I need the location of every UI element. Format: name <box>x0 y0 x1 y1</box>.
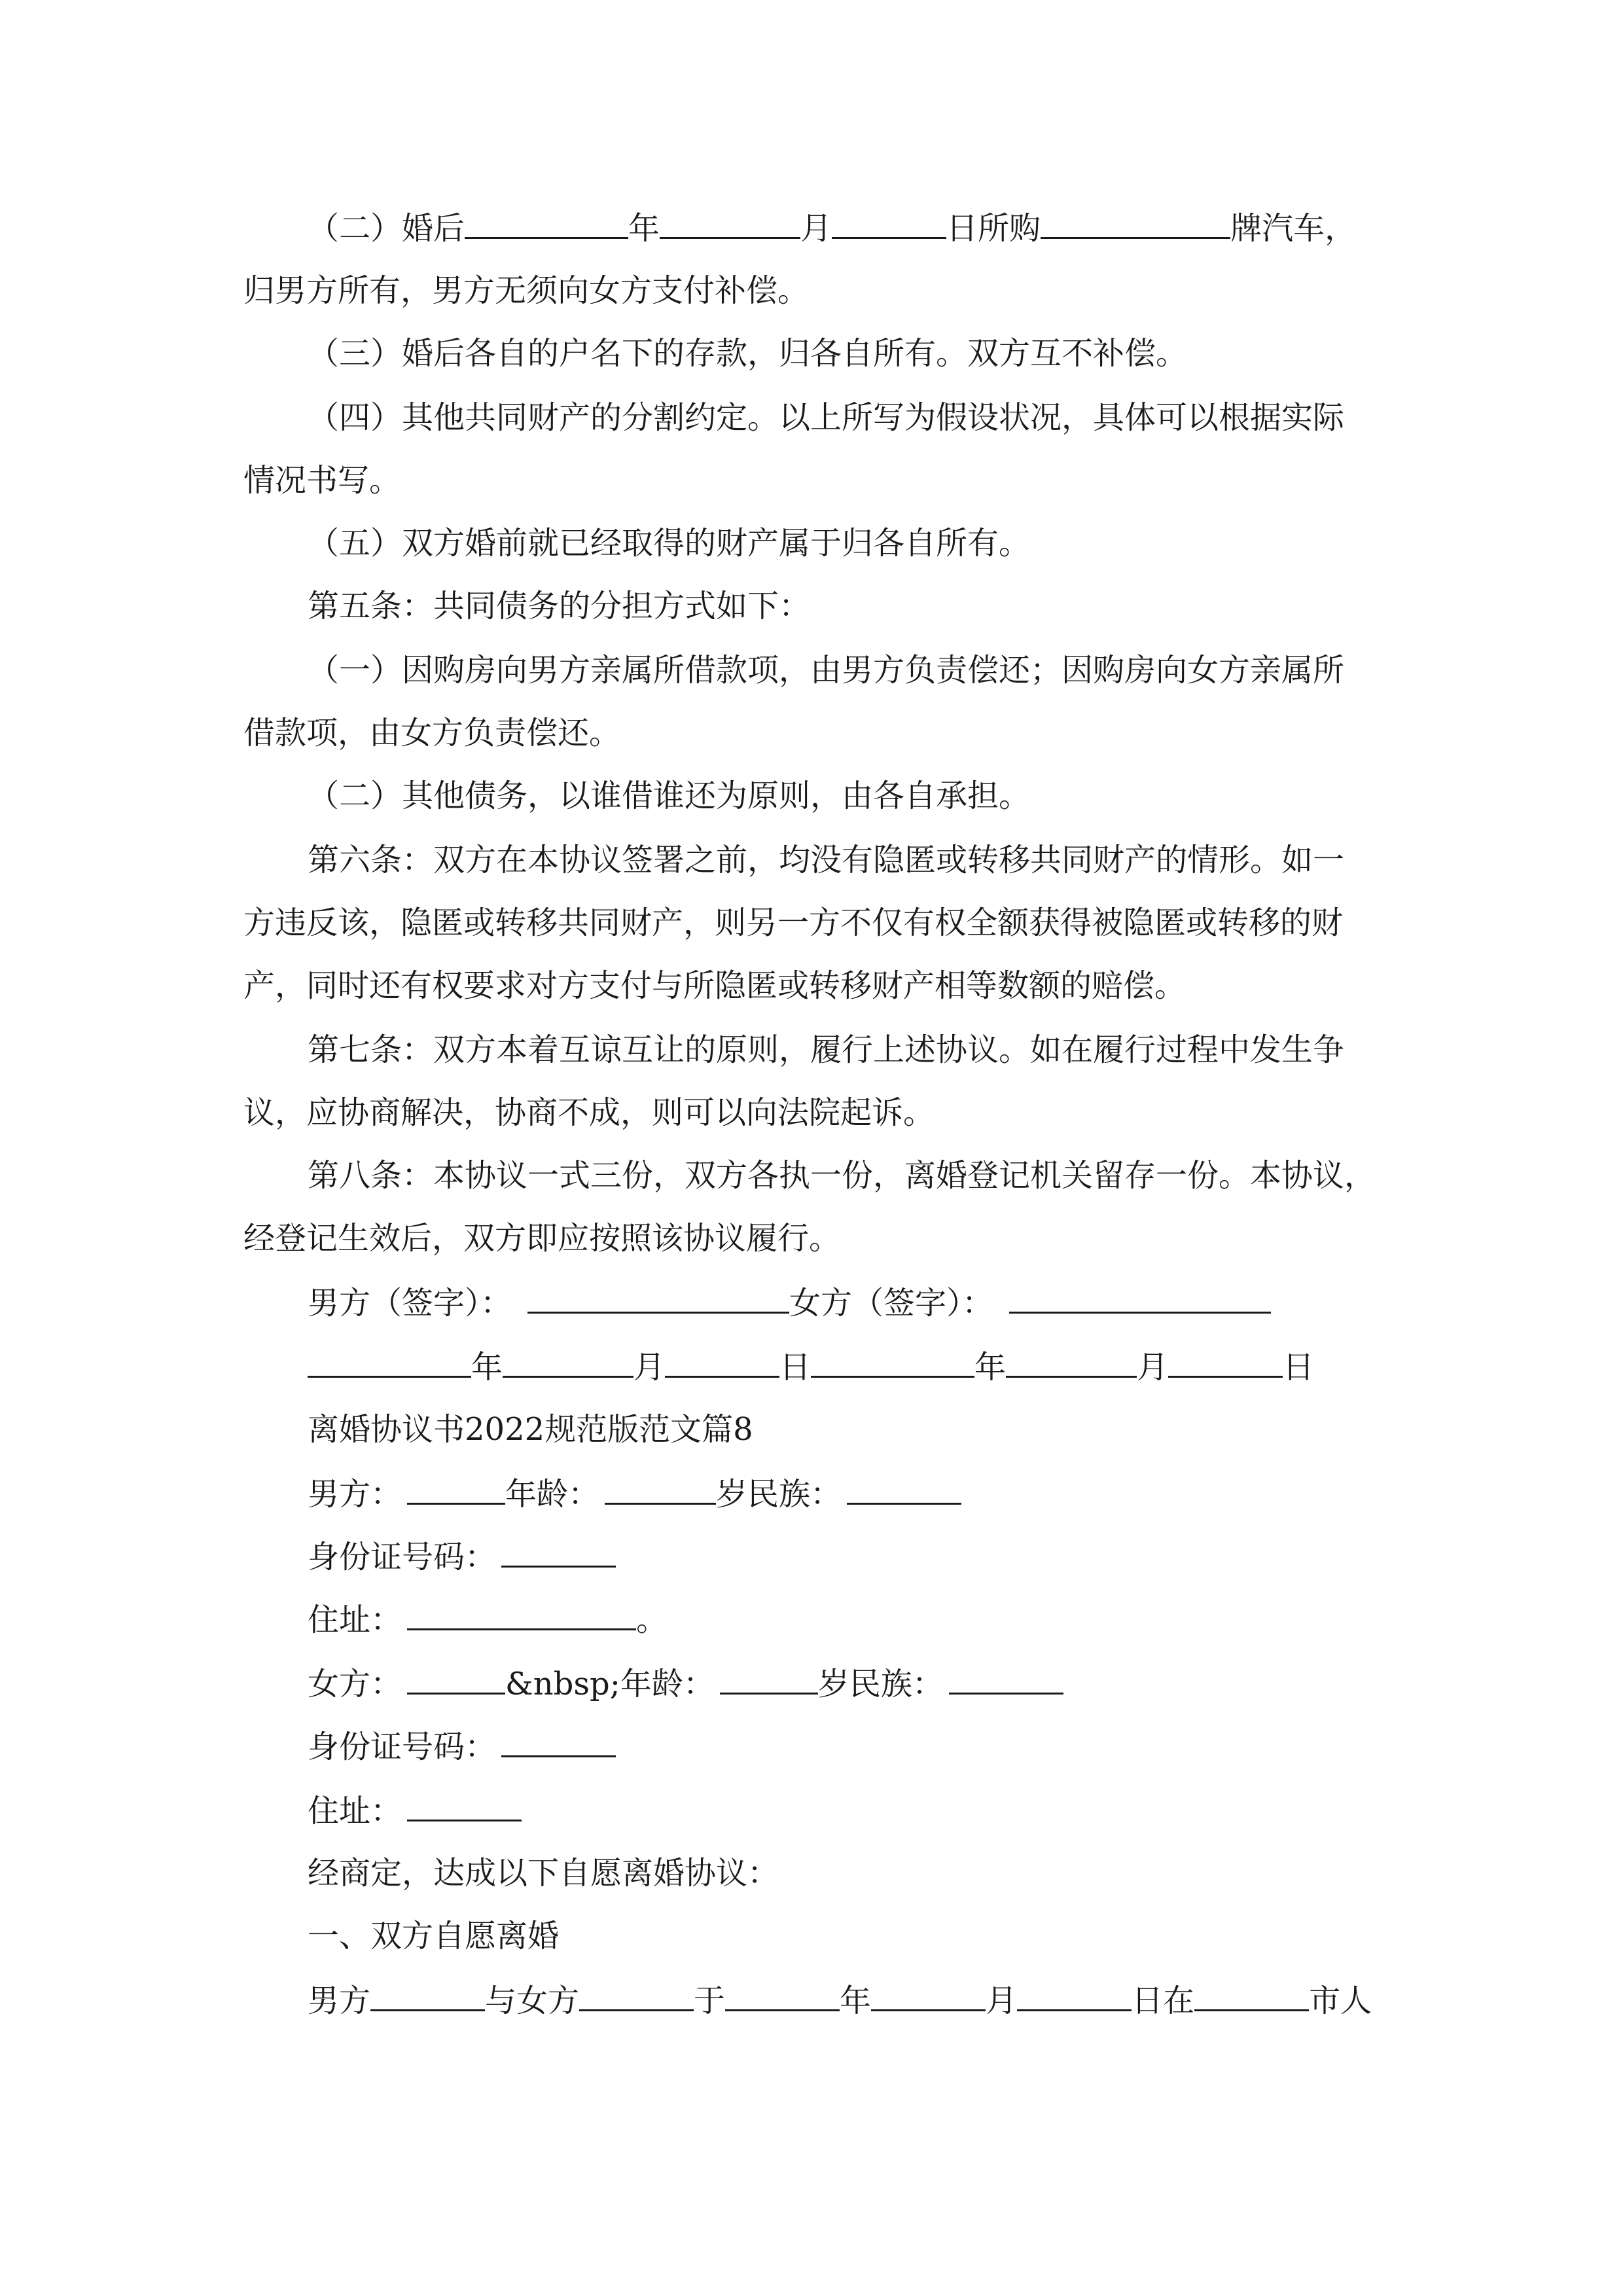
signature-blank <box>1009 1283 1271 1314</box>
text: 年 <box>840 1982 872 2019</box>
text: 市人 <box>1309 1982 1372 2019</box>
text: 月 <box>800 210 832 247</box>
form-line <box>308 1727 616 1766</box>
paragraph-line: 借款项，由女方负责偿还。 <box>243 715 621 751</box>
form-line <box>308 1791 522 1830</box>
blank-field <box>407 1791 522 1821</box>
paragraph-line: 经登记生效后，双方即应按照该协议履行。 <box>243 1220 841 1257</box>
blank-field <box>1006 1347 1137 1378</box>
blank-field <box>1041 208 1230 239</box>
text: （二）婚后 <box>308 210 465 247</box>
text: 岁民族： <box>716 1476 842 1513</box>
text: 日所购 <box>946 210 1041 247</box>
date-line <box>308 1347 1314 1386</box>
text: 女方（签字）： <box>789 1285 994 1321</box>
blank-field <box>407 1664 505 1695</box>
paragraph-line: （四）其他共同财产的分割约定。以上所写为假设状况，具体可以根据实际 <box>308 399 1345 436</box>
blank-field <box>847 1474 961 1505</box>
blank-field <box>832 208 946 239</box>
form-line <box>308 1600 668 1639</box>
paragraph-line: 经商定，达成以下自愿离婚协议： <box>308 1855 779 1892</box>
blank-field <box>1017 1981 1132 2011</box>
text: 住址： <box>308 1793 402 1829</box>
section-heading: 一、双方自愿离婚 <box>308 1918 560 1954</box>
signature-line <box>308 1283 1271 1322</box>
text: 男方（签字）： <box>308 1285 512 1321</box>
text: 年 <box>974 1349 1007 1386</box>
text: &nbsp;年龄： <box>505 1666 715 1702</box>
paragraph-line: 产，同时还有权要求对方支付与所隐匿或转移财产相等数额的赔偿。 <box>243 967 1186 1004</box>
text: 年 <box>471 1349 503 1386</box>
blank-field <box>370 1981 485 2011</box>
text: 身份证号码： <box>308 1729 497 1765</box>
paragraph-line: 方违反该，隐匿或转移共同财产，则另一方不仅有权全额获得被隐匿或转移的财 <box>243 905 1344 941</box>
text: 月 <box>986 1982 1018 2019</box>
text: 日在 <box>1132 1982 1195 2019</box>
text: 。 <box>636 1602 668 1638</box>
blank-field <box>871 1981 986 2011</box>
text: 住址： <box>308 1602 402 1638</box>
blank-field <box>720 1664 818 1695</box>
text: 与女方 <box>485 1982 580 2019</box>
form-line <box>308 1537 616 1576</box>
paragraph-line: （一）因购房向男方亲属所借款项，由男方负责偿还；因购房向女方亲属所 <box>308 652 1345 689</box>
form-line <box>308 1474 961 1513</box>
text: 年龄： <box>505 1476 600 1513</box>
section-title: 离婚协议书2022规范版范文篇8 <box>308 1411 753 1448</box>
paragraph-line: （三）婚后各自的户名下的存款，归各自所有。双方互不补偿。 <box>308 335 1188 372</box>
blank-field <box>605 1474 716 1505</box>
paragraph-line: （五）双方婚前就已经取得的财产属于归各自所有。 <box>308 525 1031 562</box>
text: 男方 <box>308 1982 371 2019</box>
paragraph-line: （二）其他债务，以谁借谁还为原则，由各自承担。 <box>308 778 1031 814</box>
blank-field <box>407 1600 636 1630</box>
blank-field <box>308 1347 471 1378</box>
text: 岁民族： <box>817 1666 944 1702</box>
text: 男方： <box>308 1476 402 1513</box>
paragraph-line: 第六条：双方在本协议签署之前，均没有隐匿或转移共同财产的情形。如一 <box>308 842 1345 878</box>
blank-field <box>503 1347 633 1378</box>
paragraph-line: 议，应协商解决，协商不成，则可以向法院起诉。 <box>243 1094 935 1131</box>
paragraph-line: 归男方所有，男方无须向女方支付补偿。 <box>243 272 810 309</box>
blank-field <box>465 208 628 239</box>
form-line <box>308 1981 1372 2020</box>
blank-field <box>579 1981 694 2011</box>
blank-field <box>407 1474 505 1505</box>
paragraph-line: 第七条：双方本着互谅互让的原则，履行上述协议。如在履行过程中发生争 <box>308 1031 1345 1068</box>
signature-blank <box>527 1283 789 1314</box>
text: 日 <box>779 1349 812 1386</box>
paragraph-line: 情况书写。 <box>243 462 401 499</box>
article-heading: 第五条：共同债务的分担方式如下： <box>308 588 811 624</box>
blank-field <box>725 1981 840 2011</box>
text: 牌汽车， <box>1230 210 1357 247</box>
blank-field <box>660 208 800 239</box>
text: 月 <box>1137 1349 1169 1386</box>
blank-field <box>811 1347 974 1378</box>
text: 身份证号码： <box>308 1539 497 1575</box>
blank-field <box>665 1347 779 1378</box>
paragraph-car <box>308 208 1356 247</box>
text: 日 <box>1283 1349 1315 1386</box>
blank-field <box>949 1664 1063 1695</box>
blank-field <box>1168 1347 1283 1378</box>
blank-field <box>1194 1981 1309 2011</box>
form-line <box>308 1664 1063 1703</box>
text: 月 <box>633 1349 666 1386</box>
text: 女方： <box>308 1666 402 1702</box>
blank-field <box>501 1537 616 1568</box>
text: 年 <box>628 210 660 247</box>
paragraph-line: 第八条：本协议一式三份，双方各执一份，离婚登记机关留存一份。本协议， <box>308 1157 1376 1194</box>
blank-field <box>501 1727 616 1757</box>
text: 于 <box>694 1982 726 2019</box>
